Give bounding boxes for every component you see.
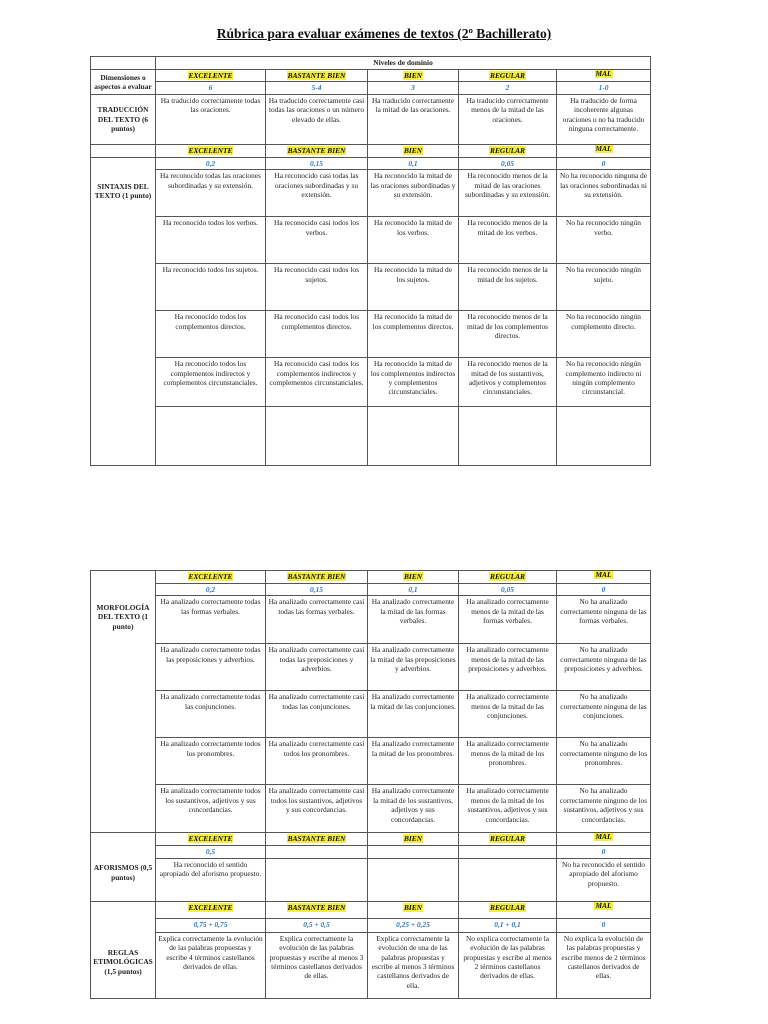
rubric-cell: Ha analizado correctamente todos los sustantivos, adjetivos y sus concordancias.: [156, 785, 266, 833]
rubric-cell: Ha analizado correctamente la mitad de los pronombres.: [368, 738, 459, 785]
level-mal: MAL: [557, 70, 651, 82]
rubric-cell: Ha analizado correctamente la mitad de los sustantivos, adjetivos y sus concordancias.: [368, 785, 459, 833]
rubric-cell: Ha analizado correctamente casi todos los sustantivos, adjetivos y sus concordancias.: [266, 785, 368, 833]
rubric-cell: [459, 858, 557, 901]
level-bastante-bien: BASTANTE BIEN: [266, 571, 368, 584]
score: [459, 846, 557, 858]
rubric-cell: Explica correctamente la evolución de una de las palabras propuestas y escribe al menos 3 términos castellanos derivados de ella.: [368, 932, 459, 998]
rubric-cell: No ha analizado correctamente ninguna de las conjunciones.: [557, 691, 651, 738]
score: [266, 846, 368, 858]
score: 6: [156, 82, 266, 94]
blank-cell: [557, 407, 651, 466]
rubric-cell: Ha analizado correctamente menos de la mitad de los pronombres.: [459, 738, 557, 785]
blank-cell: [459, 407, 557, 466]
score: 5-4: [266, 82, 368, 94]
rubric-cell: No ha analizado correctamente ninguna de las formas verbales.: [557, 596, 651, 644]
rubric-cell: Ha traducido correctamente todas las oraciones.: [156, 94, 266, 144]
rubric-cell: Ha reconocido todos los verbos.: [156, 217, 266, 264]
rubric-cell: No ha analizado correctamente ninguna de las preposiciones y adverbios.: [557, 644, 651, 691]
rubric-cell: Ha analizado correctamente todas las formas verbales.: [156, 596, 266, 644]
level-mal: MAL: [557, 571, 651, 584]
rubric-cell: No ha reconocido ningún verbo.: [557, 217, 651, 264]
level-bastante-bien: BASTANTE BIEN: [266, 144, 368, 157]
rubric-cell: No ha analizado correctamente ninguno de los pronombres.: [557, 738, 651, 785]
dimension-morfologia: MORFOLOGÍA DEL TEXTO (1 punto): [91, 571, 156, 833]
level-bastante-bien: BASTANTE BIEN: [266, 901, 368, 918]
score: 0,2: [156, 584, 266, 596]
rubric-cell: Ha reconocido todos los sujetos.: [156, 264, 266, 311]
level-regular: REGULAR: [459, 833, 557, 846]
level-excelente: EXCELENTE: [156, 833, 266, 846]
niveles-header: Niveles de dominio: [156, 57, 651, 70]
score: 0,15: [266, 157, 368, 169]
rubric-cell: Ha reconocido menos de la mitad de los sustantivos, adjetivos y complementos circunstanciales.: [459, 358, 557, 407]
dimensiones-header: Dimensiones o aspectos a evaluar: [91, 70, 156, 95]
level-regular: REGULAR: [459, 571, 557, 584]
blank-cell: [368, 407, 459, 466]
rubric-cell: Ha analizado correctamente la mitad de las formas verbales.: [368, 596, 459, 644]
rubric-cell: Ha analizado correctamente menos de la mitad de los sustantivos, adjetivos y sus concordancias.: [459, 785, 557, 833]
score: 3: [368, 82, 459, 94]
score: 0,05: [459, 157, 557, 169]
rubric-cell: Ha reconocido menos de la mitad de las oraciones subordinadas y su extensión.: [459, 170, 557, 217]
level-excelente: EXCELENTE: [156, 901, 266, 918]
rubric-cell: Ha reconocido el sentido apropiado del aforismo propuesto.: [156, 858, 266, 901]
level-bien: BIEN: [368, 144, 459, 157]
rubric-cell: Explica correctamente la evolución de las palabras propuestas y escribe al menos 3 términos castellanos derivados de ellas.: [266, 932, 368, 998]
score: 0,2: [156, 157, 266, 169]
score: 0,05: [459, 584, 557, 596]
rubric-cell: Ha analizado correctamente menos de la mitad de las conjunciones.: [459, 691, 557, 738]
page-title: Rúbrica para evaluar exámenes de textos (2º Bachillerato): [216, 26, 552, 41]
level-bien: BIEN: [368, 70, 459, 82]
level-bastante-bien: BASTANTE BIEN: [266, 833, 368, 846]
rubric-cell: Ha analizado correctamente la mitad de las conjunciones.: [368, 691, 459, 738]
rubric-cell: No ha reconocido ningún complemento directo.: [557, 311, 651, 358]
level-mal: MAL: [557, 901, 651, 918]
rubric-cell: [266, 858, 368, 901]
blank-cell: [156, 407, 266, 466]
score: 0,1: [368, 157, 459, 169]
rubric-cell: Ha reconocido la mitad de los complementos directos.: [368, 311, 459, 358]
level-regular: REGULAR: [459, 901, 557, 918]
level-regular: REGULAR: [459, 144, 557, 157]
blank-cell: [91, 144, 156, 157]
rubric-cell: No ha reconocido ningún sujeto.: [557, 264, 651, 311]
level-excelente: EXCELENTE: [156, 144, 266, 157]
score: 1-0: [557, 82, 651, 94]
dimension-aforismos: AFORISMOS (0,5 puntos): [91, 833, 156, 901]
level-bien: BIEN: [368, 571, 459, 584]
level-regular: REGULAR: [459, 70, 557, 82]
blank-cell: [266, 407, 368, 466]
rubric-cell: Ha reconocido la mitad de los complementos indirectos y complementos circunstanciales.: [368, 358, 459, 407]
rubric-cell: Ha reconocido todos los complementos directos.: [156, 311, 266, 358]
score: 0,1: [368, 584, 459, 596]
rubric-cell: [368, 858, 459, 901]
rubric-table-1: [90, 56, 651, 466]
rubric-cell: Ha reconocido la mitad de los verbos.: [368, 217, 459, 264]
rubric-cell: Ha reconocido la mitad de las oraciones subordinadas y su extensión.: [368, 170, 459, 217]
level-bien: BIEN: [368, 901, 459, 918]
rubric-cell: Ha analizado correctamente menos de la mitad de las formas verbales.: [459, 596, 557, 644]
rubric-cell: Ha reconocido la mitad de los sujetos.: [368, 264, 459, 311]
rubric-cell: Ha analizado correctamente todas las preposiciones y adverbios.: [156, 644, 266, 691]
corner-cell: [91, 57, 156, 70]
rubric-cell: Explica correctamente la evolución de las palabras propuestas y escribe 4 términos castellanos derivados de ellas.: [156, 932, 266, 998]
rubric-cell: Ha traducido correctamente la mitad de las oraciones.: [368, 94, 459, 144]
rubric-cell: Ha reconocido todos los complementos indirectos y complementos circunstanciales.: [156, 358, 266, 407]
rubric-cell: Ha traducido correctamente menos de la mitad de las oraciones.: [459, 94, 557, 144]
level-excelente: EXCELENTE: [156, 571, 266, 584]
score: 0,1 + 0,1: [459, 918, 557, 932]
rubric-cell: Ha analizado correctamente todos los pronombres.: [156, 738, 266, 785]
rubric-table-2: [90, 570, 651, 999]
rubric-cell: No ha reconocido ninguna de las oraciones subordinadas ni su extensión.: [557, 170, 651, 217]
score: 0,15: [266, 584, 368, 596]
score: 0: [557, 584, 651, 596]
dimension-traduccion: TRADUCCIÓN DEL TEXTO (6 puntos): [91, 94, 156, 144]
dimension-sintaxis: SINTAXIS DEL TEXTO (1 punto): [91, 157, 156, 465]
rubric-cell: Ha analizado correctamente casi todas las preposiciones y adverbios.: [266, 644, 368, 691]
dimension-reglas: REGLAS ETIMOLÓGICAS (1,5 puntos): [91, 901, 156, 998]
rubric-cell: Ha reconocido todas las oraciones subordinadas y su extensión.: [156, 170, 266, 217]
rubric-cell: Ha analizado correctamente casi todas las conjunciones.: [266, 691, 368, 738]
score: 0,5: [156, 846, 266, 858]
score: 0: [557, 846, 651, 858]
rubric-cell: No explica correctamente la evolución de las palabras propuestas y escribe al menos 2 términos castellanos derivados de ellas.: [459, 932, 557, 998]
score: 2: [459, 82, 557, 94]
rubric-cell: Ha reconocido casi todas las oraciones subordinadas y su extensión.: [266, 170, 368, 217]
score: [368, 846, 459, 858]
level-excelente: EXCELENTE: [156, 70, 266, 82]
rubric-cell: Ha reconocido casi todos los complementos directos.: [266, 311, 368, 358]
rubric-cell: Ha traducido correctamente casi todas las oraciones o un número elevado de ellas.: [266, 94, 368, 144]
rubric-cell: Ha reconocido casi todos los sujetos.: [266, 264, 368, 311]
rubric-cell: No explica la evolución de las palabras propuestas y escribe menos de 2 términos castellanos derivados de ellas.: [557, 932, 651, 998]
rubric-cell: Ha analizado correctamente menos de la mitad de las preposiciones y adverbios.: [459, 644, 557, 691]
score: 0: [557, 918, 651, 932]
level-bastante-bien: BASTANTE BIEN: [266, 70, 368, 82]
rubric-cell: Ha reconocido menos de la mitad de los complementos directos.: [459, 311, 557, 358]
level-mal: MAL: [557, 144, 651, 157]
rubric-cell: Ha traducido de forma incoherente algunas oraciones o no ha traducido ninguna correctamente.: [557, 94, 651, 144]
score: 0,5 + 0,5: [266, 918, 368, 932]
rubric-cell: Ha reconocido casi todos los complementos indirectos y complementos circunstanciales.: [266, 358, 368, 407]
rubric-cell: Ha analizado correctamente todas las conjunciones.: [156, 691, 266, 738]
level-bien: BIEN: [368, 833, 459, 846]
rubric-cell: No ha reconocido ningún complemento indirecto ni ningún complemento circunstancial.: [557, 358, 651, 407]
rubric-cell: No ha analizado correctamente ninguno de los sustantivos, adjetivos y sus concordancias.: [557, 785, 651, 833]
rubric-cell: Ha analizado correctamente casi todas las formas verbales.: [266, 596, 368, 644]
rubric-cell: Ha analizado correctamente casi todos los pronombres.: [266, 738, 368, 785]
score: 0,25 + 0,25: [368, 918, 459, 932]
rubric-cell: Ha reconocido menos de la mitad de los sujetos.: [459, 264, 557, 311]
rubric-cell: No ha reconocido el sentido apropiado del aforismo propuesto.: [557, 858, 651, 901]
score: 0: [557, 157, 651, 169]
rubric-cell: Ha reconocido menos de la mitad de los verbos.: [459, 217, 557, 264]
level-mal: MAL: [557, 833, 651, 846]
rubric-cell: Ha analizado correctamente la mitad de las preposiciones y adverbios.: [368, 644, 459, 691]
score: 0,75 + 0,75: [156, 918, 266, 932]
rubric-cell: Ha reconocido casi todos los verbos.: [266, 217, 368, 264]
